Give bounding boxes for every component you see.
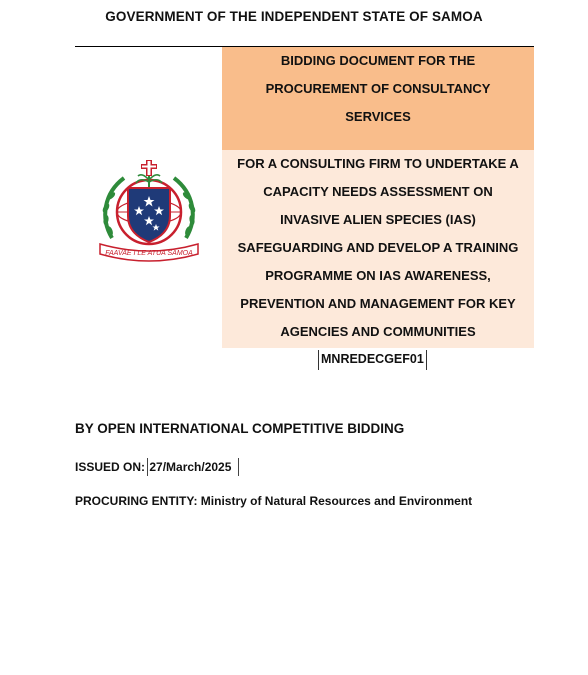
crest-motto: FAAVAE I LE ATUA SAMOA bbox=[105, 250, 193, 257]
subject-line: CAPACITY NEEDS ASSESSMENT ON bbox=[263, 184, 493, 199]
subject-box bbox=[222, 150, 534, 348]
heading-line: BIDDING DOCUMENT FOR THE bbox=[280, 53, 476, 68]
issued-date-field[interactable] bbox=[148, 460, 239, 474]
subject-line: INVASIVE ALIEN SPECIES (IAS) bbox=[280, 212, 476, 227]
subject-line: FOR A CONSULTING FIRM TO UNDERTAKE A bbox=[237, 156, 519, 171]
heading-line: SERVICES bbox=[345, 109, 411, 124]
heading-line: PROCUREMENT OF CONSULTANCY bbox=[265, 81, 491, 96]
subject-line: SAFEGUARDING AND DEVELOP A TRAINING bbox=[237, 240, 519, 255]
issued-on bbox=[75, 460, 239, 474]
samoa-coat-of-arms bbox=[94, 158, 204, 268]
issued-label: ISSUED ON: bbox=[75, 460, 149, 474]
subject-line: PROGRAMME ON IAS AWARENESS, bbox=[265, 268, 491, 283]
subject-line: PREVENTION AND MANAGEMENT FOR KEY bbox=[240, 296, 516, 311]
issued-date: 27/March/2025 bbox=[149, 460, 232, 474]
reference-number: MNREDECGEF01 bbox=[321, 352, 424, 366]
procuring-entity bbox=[75, 494, 472, 508]
coat-of-arms-icon bbox=[94, 158, 204, 268]
government-title: GOVERNMENT OF THE INDEPENDENT STATE OF SAMOA bbox=[105, 9, 483, 24]
bidding-method: BY OPEN INTERNATIONAL COMPETITIVE BIDDING bbox=[75, 421, 405, 436]
procuring-entity-label: PROCURING ENTITY: bbox=[75, 494, 201, 508]
subject-line: AGENCIES AND COMMUNITIES bbox=[280, 324, 476, 339]
reference-number-field[interactable] bbox=[318, 352, 425, 366]
procuring-entity-value: Ministry of Natural Resources and Environment bbox=[200, 494, 473, 508]
document-type-box bbox=[222, 47, 534, 150]
